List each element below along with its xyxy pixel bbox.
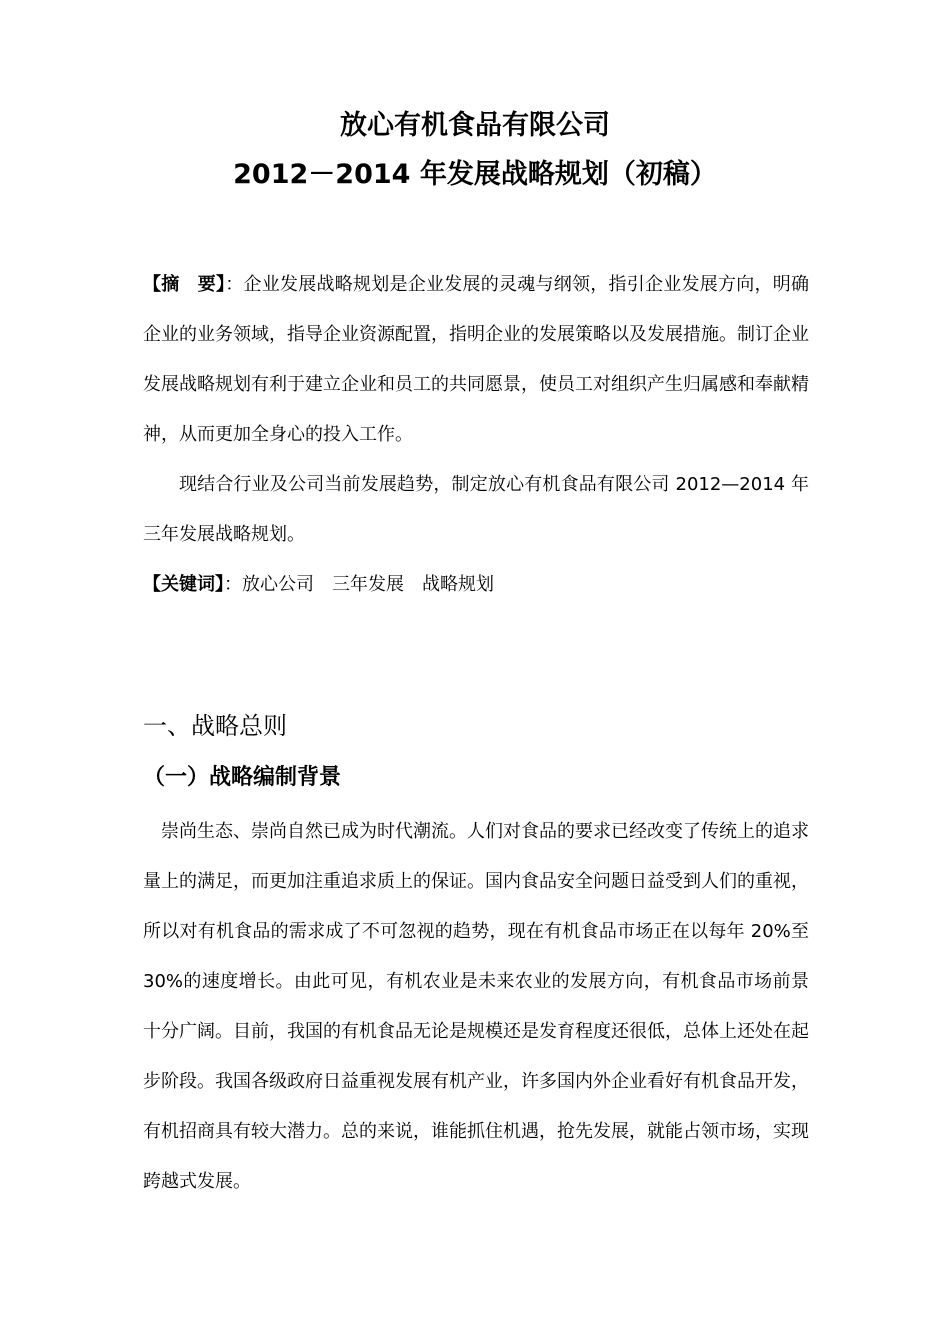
abstract-separator: ： — [225, 274, 244, 295]
abstract-paragraph-2: 现结合行业及公司当前发展趋势，制定放心有机食品有限公司 2012—2014 年三年发展战略规划。 — [143, 474, 809, 545]
abstract-label: 【摘 要】 — [143, 274, 226, 295]
section-heading: 一、战略总则 — [143, 712, 287, 740]
keywords-paragraph — [143, 560, 809, 610]
document-subtitle: 2012－2014 年发展战略规划（初稿） — [233, 159, 717, 190]
abstract-text: 企业发展战略规划是企业发展的灵魂与纲领，指引企业发展方向，明确企业的业务领域，指导企业资源配置，指明企业的发展策略以及发展措施。制订企业发展战略规划有利于建立企业和员工的共同愿景，使员工对组织产生归属感和奉献精神，从而更加全身心的投入工作。 — [143, 274, 809, 445]
subsection-heading: （一）战略编制背景 — [143, 765, 342, 790]
abstract-paragraph — [143, 260, 809, 460]
keywords-text: 放心公司 三年发展 战略规划 — [242, 574, 494, 595]
keywords-separator: ： — [224, 574, 242, 595]
document-title: 放心有机食品有限公司 — [340, 110, 610, 141]
body-paragraph: 崇尚生态、崇尚自然已成为时代潮流。人们对食品的要求已经改变了传统上的追求量上的满足，而更加注重追求质上的保证。国内食品安全问题日益受到人们的重视，所以对有机食品的需求成了不可忽视的趋势，现在有机食品市场正在以每年 20%至 30%的速度增长。由此可见，有机农业是未来农业的发展方向，有机食品市场前景十分广阔。目前，我国的有机食品无论是规模还是发育程度还很低，总体上还处在起步阶段。我国各级政府日益重视发展有机产业，许多国内外企业看好有机食品开发，有机招商具有较大潜力。总的来说，谁能抓住机遇，抢先发展，就能占领市场，实现跨越式发展。 — [143, 821, 809, 1192]
keywords-label: 【关键词】 — [143, 574, 224, 595]
